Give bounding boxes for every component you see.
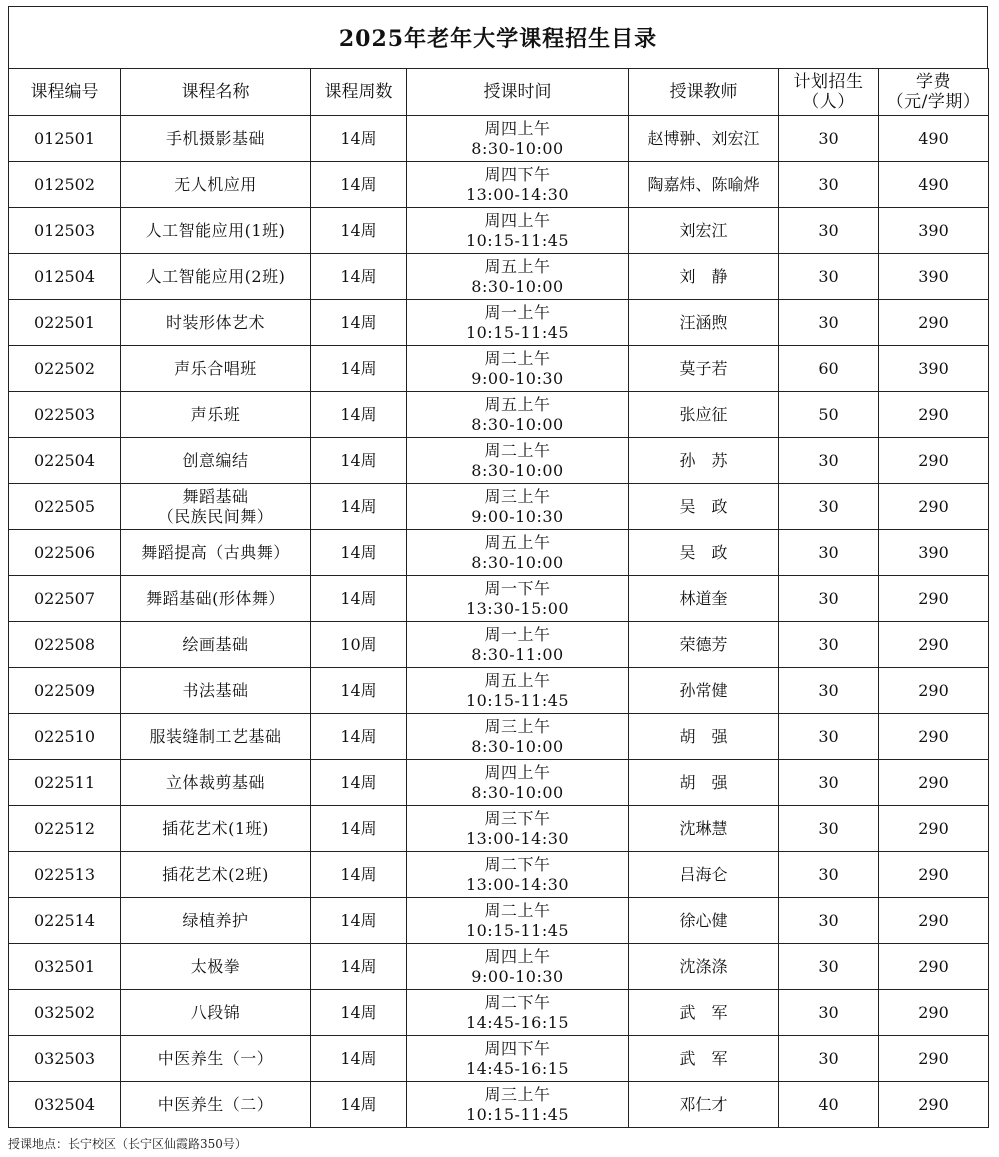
course-day-label: 周四下午 <box>484 1038 551 1058</box>
course-name-cell <box>121 898 311 944</box>
course-time-range: 13:30-15:00 <box>465 598 570 618</box>
course-weeks-cell: 14周 <box>311 714 407 760</box>
course-time-cell <box>407 300 629 346</box>
course-name-line1: 人工智能应用(1班) <box>145 220 286 240</box>
course-day-label: 周一上午 <box>484 624 551 644</box>
course-enroll-cell: 30 <box>779 484 879 530</box>
course-day-label: 周三上午 <box>484 1084 551 1104</box>
course-name-line1: 书法基础 <box>182 680 249 700</box>
course-weeks-cell: 14周 <box>311 530 407 576</box>
course-code-cell: 032502 <box>9 990 121 1036</box>
course-name-cell <box>121 392 311 438</box>
course-code-cell: 022511 <box>9 760 121 806</box>
header-enroll <box>779 69 879 116</box>
course-name-cell <box>121 944 311 990</box>
course-time-range: 8:30-10:00 <box>471 138 564 158</box>
course-name-cell <box>121 530 311 576</box>
course-enroll-cell: 30 <box>779 714 879 760</box>
course-code-cell: 012503 <box>9 208 121 254</box>
table-row <box>9 714 989 760</box>
table-row <box>9 484 989 530</box>
course-time-cell <box>407 346 629 392</box>
course-name-line1: 插花艺术(1班) <box>162 818 269 838</box>
course-weeks-cell: 14周 <box>311 760 407 806</box>
course-day-label: 周二下午 <box>484 992 551 1012</box>
table-row <box>9 346 989 392</box>
course-time-range: 9:00-10:30 <box>471 506 564 526</box>
course-fee-cell: 390 <box>879 254 989 300</box>
course-time-range: 8:30-10:00 <box>471 414 564 434</box>
course-enroll-cell: 30 <box>779 760 879 806</box>
course-fee-cell: 290 <box>879 1082 989 1128</box>
course-enroll-cell: 30 <box>779 898 879 944</box>
course-teacher-cell: 吴 政 <box>629 484 779 530</box>
course-time-range: 10:15-11:45 <box>465 690 570 710</box>
course-time-range: 8:30-10:00 <box>471 736 564 756</box>
course-fee-cell: 390 <box>879 208 989 254</box>
table-row <box>9 622 989 668</box>
course-day-label: 周四上午 <box>484 762 551 782</box>
course-code-cell: 022508 <box>9 622 121 668</box>
course-name-cell <box>121 990 311 1036</box>
course-code-cell: 022506 <box>9 530 121 576</box>
course-name-cell <box>121 1036 311 1082</box>
course-name-cell <box>121 576 311 622</box>
course-day-label: 周一上午 <box>484 302 551 322</box>
header-name: 课程名称 <box>121 69 311 116</box>
course-time-cell <box>407 668 629 714</box>
course-weeks-cell: 14周 <box>311 208 407 254</box>
course-teacher-cell: 莫子若 <box>629 346 779 392</box>
location-footnote: 授课地点：长宁校区（长宁区仙霞路350号） <box>8 1137 247 1151</box>
course-time-cell <box>407 254 629 300</box>
course-fee-cell: 290 <box>879 806 989 852</box>
course-name-cell <box>121 484 311 530</box>
course-teacher-cell: 沈琳慧 <box>629 806 779 852</box>
page-title: 2025年老年大学课程招生目录 <box>8 6 988 68</box>
course-enroll-cell: 30 <box>779 990 879 1036</box>
course-teacher-cell: 武 军 <box>629 990 779 1036</box>
table-row <box>9 668 989 714</box>
course-fee-cell: 290 <box>879 300 989 346</box>
course-fee-cell: 290 <box>879 484 989 530</box>
course-name-line1: 舞蹈基础(形体舞） <box>146 588 285 608</box>
course-day-label: 周三上午 <box>484 486 551 506</box>
course-enroll-cell: 30 <box>779 254 879 300</box>
course-enroll-cell: 30 <box>779 208 879 254</box>
course-enroll-cell: 30 <box>779 1036 879 1082</box>
table-row <box>9 438 989 484</box>
header-code: 课程编号 <box>9 69 121 116</box>
course-code-cell: 012504 <box>9 254 121 300</box>
course-name-line1: 服装缝制工艺基础 <box>149 726 282 746</box>
course-enroll-cell: 50 <box>779 392 879 438</box>
table-row <box>9 300 989 346</box>
course-teacher-cell: 汪涵煦 <box>629 300 779 346</box>
course-name-cell <box>121 300 311 346</box>
course-weeks-cell: 14周 <box>311 116 407 162</box>
course-time-range: 14:45-16:15 <box>465 1058 570 1078</box>
course-weeks-cell: 14周 <box>311 162 407 208</box>
table-row <box>9 1082 989 1128</box>
course-weeks-cell: 14周 <box>311 392 407 438</box>
course-code-cell: 022504 <box>9 438 121 484</box>
course-time-range: 10:15-11:45 <box>465 1104 570 1124</box>
course-weeks-cell: 14周 <box>311 254 407 300</box>
course-fee-cell: 290 <box>879 714 989 760</box>
course-fee-cell: 290 <box>879 392 989 438</box>
course-name-line1: 声乐合唱班 <box>174 358 257 378</box>
table-row <box>9 254 989 300</box>
course-fee-cell: 390 <box>879 530 989 576</box>
course-day-label: 周五上午 <box>484 256 551 276</box>
course-time-cell <box>407 484 629 530</box>
course-name-line1: 创意编结 <box>182 450 249 470</box>
course-day-label: 周四上午 <box>484 118 551 138</box>
course-enroll-cell: 30 <box>779 116 879 162</box>
course-time-range: 14:45-16:15 <box>465 1012 570 1032</box>
course-teacher-cell: 刘宏江 <box>629 208 779 254</box>
course-time-cell <box>407 208 629 254</box>
course-time-cell <box>407 852 629 898</box>
course-day-label: 周五上午 <box>484 394 551 414</box>
course-fee-cell: 290 <box>879 990 989 1036</box>
course-enroll-cell: 30 <box>779 622 879 668</box>
course-enroll-cell: 30 <box>779 300 879 346</box>
course-teacher-cell: 荣德芳 <box>629 622 779 668</box>
course-weeks-cell: 14周 <box>311 1036 407 1082</box>
course-name-cell <box>121 116 311 162</box>
header-weeks: 课程周数 <box>311 69 407 116</box>
course-weeks-cell: 14周 <box>311 438 407 484</box>
course-name-line1: 绘画基础 <box>182 634 249 654</box>
course-teacher-cell: 吴 政 <box>629 530 779 576</box>
course-time-range: 8:30-10:00 <box>471 552 564 572</box>
course-time-cell <box>407 1036 629 1082</box>
course-enroll-cell: 30 <box>779 576 879 622</box>
course-weeks-cell: 14周 <box>311 668 407 714</box>
course-name-cell <box>121 806 311 852</box>
course-day-label: 周三下午 <box>484 808 551 828</box>
course-fee-cell: 290 <box>879 944 989 990</box>
course-teacher-cell: 沈涤涤 <box>629 944 779 990</box>
course-enroll-cell: 30 <box>779 530 879 576</box>
course-teacher-cell: 吕海仑 <box>629 852 779 898</box>
course-weeks-cell: 14周 <box>311 300 407 346</box>
course-code-cell: 022512 <box>9 806 121 852</box>
table-row <box>9 1036 989 1082</box>
course-code-cell: 022510 <box>9 714 121 760</box>
course-name-line1: 时装形体艺术 <box>165 312 265 332</box>
course-name-line1: 无人机应用 <box>174 174 257 194</box>
header-fee-line2: （元/学期） <box>886 92 981 112</box>
course-fee-cell: 290 <box>879 760 989 806</box>
course-weeks-cell: 14周 <box>311 898 407 944</box>
course-code-cell: 022514 <box>9 898 121 944</box>
course-name-cell <box>121 1082 311 1128</box>
table-row <box>9 898 989 944</box>
course-code-cell: 022509 <box>9 668 121 714</box>
course-time-cell <box>407 622 629 668</box>
header-enroll-line1: 计划招生 <box>793 72 864 92</box>
course-weeks-cell: 14周 <box>311 990 407 1036</box>
course-time-range: 9:00-10:30 <box>471 368 564 388</box>
course-time-cell <box>407 116 629 162</box>
course-time-cell <box>407 990 629 1036</box>
table-row <box>9 806 989 852</box>
course-weeks-cell: 14周 <box>311 944 407 990</box>
course-teacher-cell: 邓仁才 <box>629 1082 779 1128</box>
table-header-row <box>9 69 989 116</box>
course-teacher-cell: 武 军 <box>629 1036 779 1082</box>
table-row <box>9 852 989 898</box>
course-enroll-cell: 40 <box>779 1082 879 1128</box>
course-name-cell <box>121 852 311 898</box>
course-code-cell: 012502 <box>9 162 121 208</box>
table-body <box>9 116 989 1128</box>
course-weeks-cell: 14周 <box>311 576 407 622</box>
course-name-line1: 插花艺术(2班) <box>162 864 269 884</box>
course-time-range: 8:30-10:00 <box>471 276 564 296</box>
course-teacher-cell: 徐心健 <box>629 898 779 944</box>
course-time-cell <box>407 944 629 990</box>
course-name-line1: 立体裁剪基础 <box>165 772 265 792</box>
course-weeks-cell: 14周 <box>311 852 407 898</box>
course-time-range: 13:00-14:30 <box>465 828 570 848</box>
course-teacher-cell: 陶嘉炜、陈喻烨 <box>629 162 779 208</box>
course-time-range: 13:00-14:30 <box>465 184 570 204</box>
course-enroll-cell: 60 <box>779 346 879 392</box>
course-name-line1: 绿植养护 <box>182 910 249 930</box>
course-time-range: 8:30-10:00 <box>471 782 564 802</box>
course-table <box>8 68 989 1128</box>
table-row <box>9 208 989 254</box>
course-time-cell <box>407 898 629 944</box>
course-name-line1: 声乐班 <box>190 404 241 424</box>
course-time-range: 8:30-11:00 <box>471 644 564 664</box>
course-name-cell <box>121 438 311 484</box>
course-weeks-cell: 14周 <box>311 1082 407 1128</box>
course-code-cell: 022505 <box>9 484 121 530</box>
course-code-cell: 032501 <box>9 944 121 990</box>
course-teacher-cell: 胡 强 <box>629 760 779 806</box>
course-time-cell <box>407 806 629 852</box>
course-enroll-cell: 30 <box>779 852 879 898</box>
course-name-line1: 舞蹈提高（古典舞） <box>141 542 290 562</box>
course-name-cell <box>121 254 311 300</box>
course-time-range: 9:00-10:30 <box>471 966 564 986</box>
header-fee <box>879 69 989 116</box>
course-fee-cell: 290 <box>879 622 989 668</box>
course-time-cell <box>407 530 629 576</box>
course-code-cell: 012501 <box>9 116 121 162</box>
course-teacher-cell: 刘 静 <box>629 254 779 300</box>
course-code-cell: 022503 <box>9 392 121 438</box>
course-weeks-cell: 14周 <box>311 346 407 392</box>
course-fee-cell: 490 <box>879 162 989 208</box>
course-name-cell <box>121 622 311 668</box>
header-fee-line1: 学费 <box>916 72 951 92</box>
course-code-cell: 022507 <box>9 576 121 622</box>
course-day-label: 周五上午 <box>484 532 551 552</box>
course-time-cell <box>407 392 629 438</box>
course-weeks-cell: 10周 <box>311 622 407 668</box>
table-row <box>9 530 989 576</box>
course-day-label: 周四上午 <box>484 946 551 966</box>
course-time-cell <box>407 714 629 760</box>
course-code-cell: 022502 <box>9 346 121 392</box>
course-day-label: 周二上午 <box>484 440 551 460</box>
course-code-cell: 022513 <box>9 852 121 898</box>
course-weeks-cell: 14周 <box>311 806 407 852</box>
course-day-label: 周四上午 <box>484 210 551 230</box>
table-row <box>9 576 989 622</box>
course-teacher-cell: 张应征 <box>629 392 779 438</box>
course-name-line1: 中医养生（二） <box>157 1094 274 1114</box>
table-row <box>9 162 989 208</box>
course-day-label: 周二下午 <box>484 854 551 874</box>
course-weeks-cell: 14周 <box>311 484 407 530</box>
header-time: 授课时间 <box>407 69 629 116</box>
course-teacher-cell: 胡 强 <box>629 714 779 760</box>
course-time-cell <box>407 438 629 484</box>
course-name-line1: 中医养生（一） <box>157 1048 274 1068</box>
course-fee-cell: 390 <box>879 346 989 392</box>
course-teacher-cell: 林道奎 <box>629 576 779 622</box>
course-name-line2: （民族民间舞） <box>157 506 274 526</box>
course-name-cell <box>121 760 311 806</box>
course-name-cell <box>121 668 311 714</box>
course-time-range: 10:15-11:45 <box>465 230 570 250</box>
course-teacher-cell: 赵博翀、刘宏江 <box>629 116 779 162</box>
course-time-cell <box>407 162 629 208</box>
course-time-range: 8:30-10:00 <box>471 460 564 480</box>
course-enroll-cell: 30 <box>779 806 879 852</box>
course-time-range: 10:15-11:45 <box>465 920 570 940</box>
course-name-cell <box>121 162 311 208</box>
course-name-cell <box>121 346 311 392</box>
course-teacher-cell: 孙 苏 <box>629 438 779 484</box>
table-row <box>9 392 989 438</box>
course-fee-cell: 290 <box>879 1036 989 1082</box>
course-name-line1: 舞蹈基础 <box>182 486 249 506</box>
table-row <box>9 760 989 806</box>
header-enroll-line2: （人） <box>802 92 855 112</box>
course-name-line1: 太极拳 <box>190 956 241 976</box>
course-enroll-cell: 30 <box>779 944 879 990</box>
course-day-label: 周一下午 <box>484 578 551 598</box>
course-fee-cell: 290 <box>879 668 989 714</box>
course-time-range: 10:15-11:45 <box>465 322 570 342</box>
course-time-cell <box>407 760 629 806</box>
course-enroll-cell: 30 <box>779 438 879 484</box>
course-fee-cell: 290 <box>879 576 989 622</box>
course-time-cell <box>407 1082 629 1128</box>
course-day-label: 周二上午 <box>484 348 551 368</box>
course-day-label: 周二上午 <box>484 900 551 920</box>
course-fee-cell: 290 <box>879 438 989 484</box>
course-name-cell <box>121 208 311 254</box>
course-time-cell <box>407 576 629 622</box>
course-name-line1: 人工智能应用(2班) <box>145 266 286 286</box>
course-enroll-cell: 30 <box>779 668 879 714</box>
course-teacher-cell: 孙常健 <box>629 668 779 714</box>
course-day-label: 周五上午 <box>484 670 551 690</box>
course-day-label: 周四下午 <box>484 164 551 184</box>
table-row <box>9 990 989 1036</box>
course-day-label: 周三上午 <box>484 716 551 736</box>
header-teacher: 授课教师 <box>629 69 779 116</box>
course-time-range: 13:00-14:30 <box>465 874 570 894</box>
course-code-cell: 032504 <box>9 1082 121 1128</box>
course-code-cell: 022501 <box>9 300 121 346</box>
course-fee-cell: 490 <box>879 116 989 162</box>
table-row <box>9 116 989 162</box>
course-code-cell: 032503 <box>9 1036 121 1082</box>
table-row <box>9 944 989 990</box>
course-name-cell <box>121 714 311 760</box>
course-fee-cell: 290 <box>879 852 989 898</box>
course-name-line1: 手机摄影基础 <box>165 128 265 148</box>
course-fee-cell: 290 <box>879 898 989 944</box>
course-enroll-cell: 30 <box>779 162 879 208</box>
course-name-line1: 八段锦 <box>190 1002 241 1022</box>
